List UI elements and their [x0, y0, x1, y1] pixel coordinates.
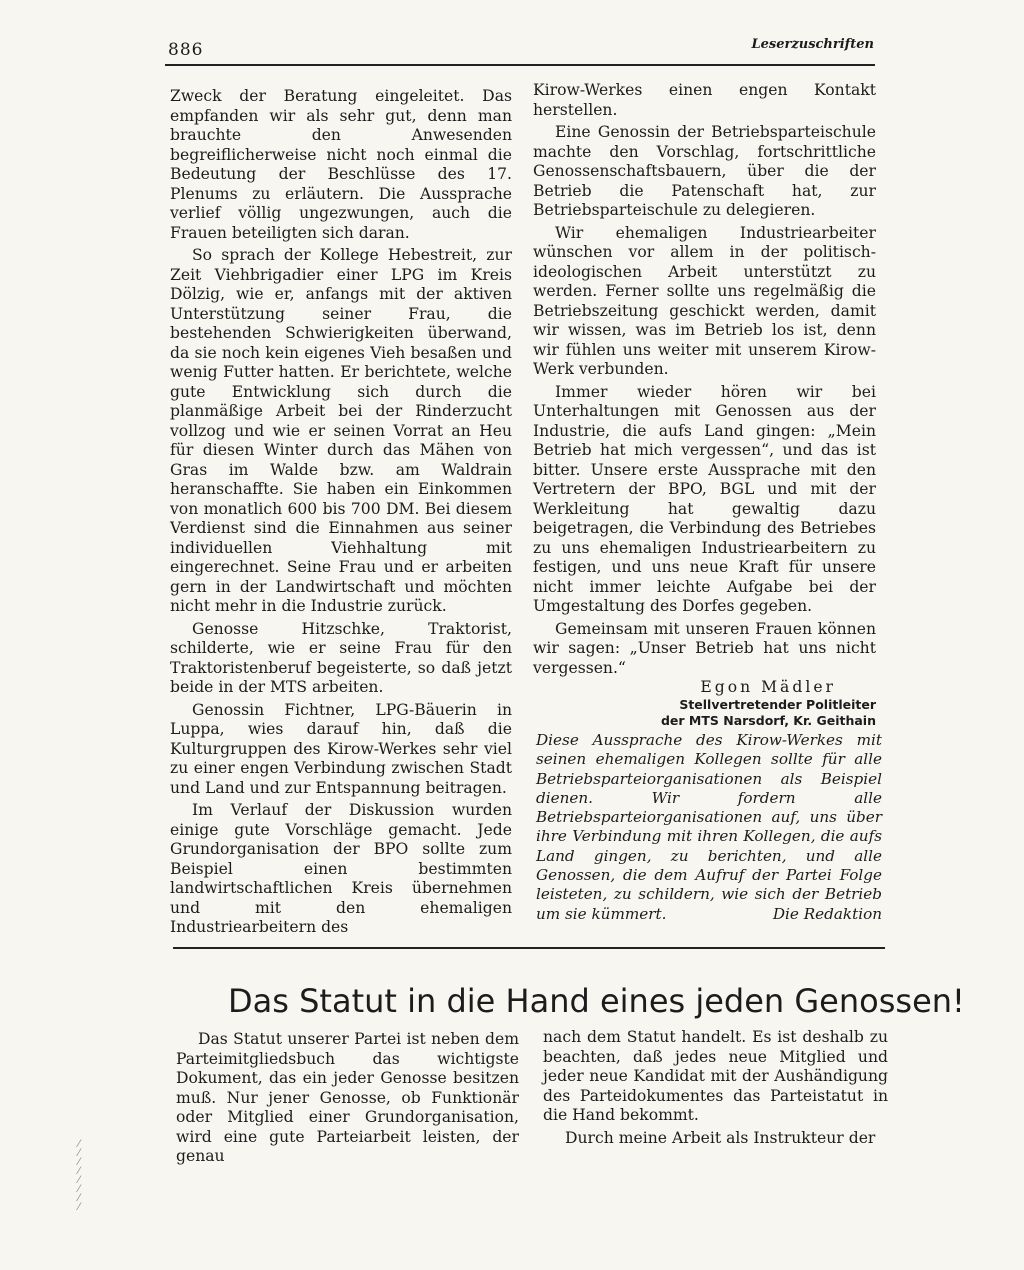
paragraph: Zweck der Beratung eingeleitet. Das empfanden wir als sehr gut, denn man brauchte den Anwesenden begreiflicherweise nicht noch einmal die Bedeutung der Beschlüsse des 17. Plenums zu erläutern. Die Aussprache verlief völlig ungezwungen, auch die Frauen beteiligten sich daran.: [170, 87, 512, 242]
signature-name: Egon Mädler: [700, 678, 836, 696]
editorial-note: [536, 731, 882, 924]
signature-role: der MTS Narsdorf, Kr. Geithain: [660, 713, 876, 728]
article-left-column: [176, 1030, 519, 1167]
paragraph: Kirow-Werkes einen engen Kontakt herstellen.: [533, 81, 876, 119]
paragraph: Eine Genossin der Betriebsparteischule machte den Vorschlag, fortschrittliche Genossenschaftsbauern, über die der Betrieb die Patenschaft hat, zur Betriebsparteischule zu delegieren.: [533, 123, 876, 219]
editorial-sign: Die Redaktion: [772, 904, 882, 923]
paragraph: nach dem Statut handelt. Es ist deshalb zu beachten, daß jedes neue Mitglied und jeder neue Kandidat mit der Aushändigung des Parteidokumentes das Parteistatut in die Hand bekommt.: [543, 1028, 888, 1124]
signature-role: Stellvertretender Politleiter: [679, 697, 876, 712]
section-title: Leserzuschriften: [751, 37, 874, 52]
paragraph: Immer wieder hören wir bei Unterhaltungen mit Genossen aus der Industrie, die aufs Land gingen: „Mein Betrieb hat mich vergessen“, und das ist bitter. Unsere erste Aussprache mit den Vertretern der BPO, BGL und mit der Werkleitung hat gewaltig dazu beigetragen, die Verbindung des Betriebes zu uns ehemaligen Industriearbeitern zu festigen, und uns neue Kraft für unsere nicht immer leichte Aufgabe bei der Umgestaltung des Dorfes gegeben.: [533, 382, 876, 615]
paragraph: Wir ehemaligen Industriearbeiter wünschen vor allem in der politisch-ideologischen Arbeit unterstützt zu werden. Ferner sollte uns regelmäßig die Betriebszeitung geschickt werden, damit wir wissen, was im Betrieb los ist, denn wir fühlen uns weiter mit unserem Kirow-Werk verbunden.: [533, 223, 876, 378]
article-right-column: [543, 1028, 888, 1148]
header-rule: [165, 64, 875, 66]
paragraph: Im Verlauf der Diskussion wurden einige gute Vorschläge gemacht. Jede Grundorganisation der BPO sollte zum Beispiel einen bestimmten landwirtschaftlichen Kreis übernehmen und mit den ehemaligen Industriearbeitern des: [170, 801, 512, 936]
margin-marks: ⁄ ⁄ ⁄ ⁄ ⁄ ⁄ ⁄ ⁄: [78, 1139, 80, 1213]
page-number: 886: [168, 40, 204, 60]
right-column: [533, 81, 876, 729]
section-rule: [173, 947, 885, 949]
paragraph: So sprach der Kollege Hebestreit, zur Zeit Viehbrigadier einer LPG im Kreis Dölzig, wie er, anfangs mit der aktiven Unterstützung seiner Frau, die bestehenden Schwierigkeiten überwand, da sie noch kein eigenes Vieh besaßen und wenig Futter hatten. Er berichtete, welche gute Entwicklung sich durch die planmäßige Arbeit bei der Rinderzucht vollzog und wie er seinen Vorrat an Heu für diesen Winter durch das Mähen von Gras im Walde bzw. am Waldrain heranschaffte. Sie haben ein Einkommen von monatlich 600 bis 700 DM. Bei diesem Verdienst sind die Einnahmen aus seiner individuellen Viehhaltung mit eingerechnet. Seine Frau und er arbeiten gern in der Landwirtschaft und möchten nicht mehr in die Industrie zurück.: [170, 246, 512, 615]
paragraph: Durch meine Arbeit als Instrukteur der: [565, 1128, 876, 1147]
editorial-text: Diese Aussprache des Kirow-Werkes mit seinen ehemaligen Kollegen sollte für alle Betriebsparteiorganisationen als Beispiel dienen. Wir fordern alle Betriebsparteiorganisationen auf, uns über ihre Verbindung mit ihren Kollegen, die aufs Land gingen, zu berichten, und alle Genossen, die dem Aufruf der Partei Folge leisteten, zu schildern, wie sich der Betrieb um sie kümmert.: [536, 731, 882, 923]
paragraph: Genosse Hitzschke, Traktorist, schilderte, wie er seine Frau für den Traktoristenberuf begeisterte, so daß jetzt beide in der MTS arbeiten.: [170, 619, 512, 696]
left-column: [170, 87, 512, 938]
paragraph: Genossin Fichtner, LPG-Bäuerin in Luppa, wies darauf hin, daß die Kulturgruppen des Kirow-Werkes sehr viel zu einer engen Verbindung zwischen Stadt und Land und zur Entspannung beitragen.: [170, 700, 512, 797]
paragraph: Das Statut unserer Partei ist neben dem Parteimitgliedsbuch das wichtigste Dokument, das ein jeder Genosse besitzen muß. Nur jener Genosse, ob Funktionär oder Mitglied einer Grundorganisation, wird eine gute Parteiarbeit leisten, der genau: [176, 1030, 519, 1165]
paragraph: Gemeinsam mit unseren Frauen können wir sagen: „Unser Betrieb hat uns nicht vergessen.“: [533, 619, 876, 677]
article-title: Das Statut in die Hand eines jeden Genossen!: [228, 982, 965, 1020]
